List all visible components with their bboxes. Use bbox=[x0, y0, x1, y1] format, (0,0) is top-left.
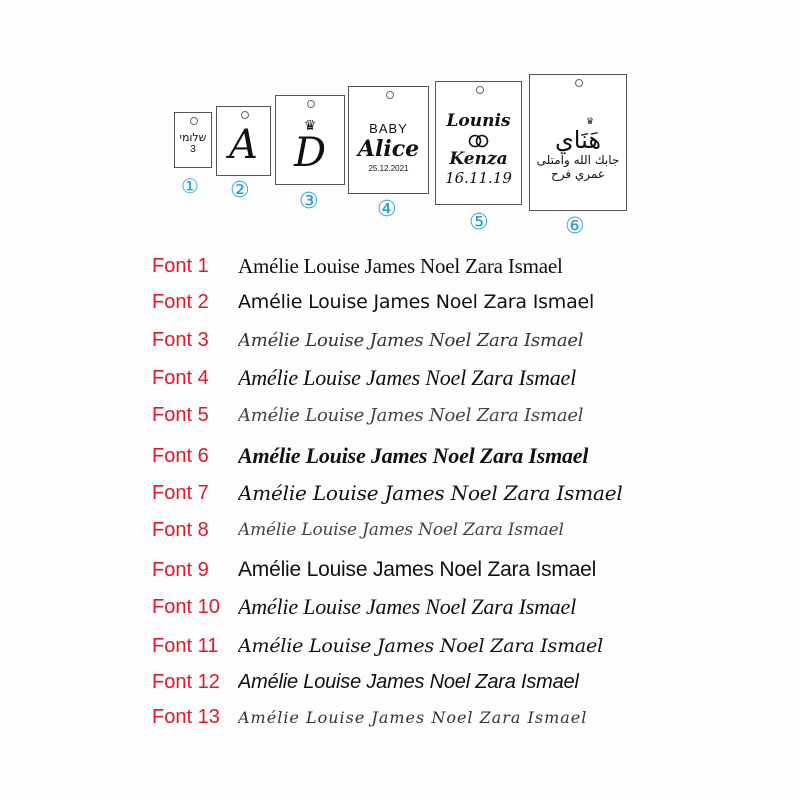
tag-5-number: ⑤ bbox=[469, 210, 489, 235]
font-label: Font 9 bbox=[152, 558, 209, 581]
tag-hole bbox=[307, 100, 315, 108]
tag-6-line-1: هَنَاي bbox=[555, 125, 601, 154]
font-row-7 bbox=[152, 478, 650, 508]
font-row-8 bbox=[152, 515, 650, 545]
font-label: Font 3 bbox=[152, 328, 209, 351]
rings-icon bbox=[465, 132, 493, 148]
tag-1-number: ① bbox=[181, 174, 199, 198]
font-sample: Amélie Louise James Noel Zara Ismael bbox=[238, 670, 579, 693]
font-label: Font 10 bbox=[152, 595, 220, 618]
font-sample: Amélie Louise James Noel Zara Ismael bbox=[238, 635, 603, 657]
tag-6 bbox=[529, 74, 627, 211]
font-row-13 bbox=[152, 702, 650, 732]
tag-1 bbox=[174, 112, 212, 168]
font-sample: Amélie Louise James Noel Zara Ismael bbox=[238, 481, 623, 505]
tag-5 bbox=[435, 81, 522, 205]
font-label: Font 8 bbox=[152, 518, 209, 541]
font-sample: Amélie Louise James Noel Zara Ismael bbox=[238, 404, 584, 426]
font-label: Font 11 bbox=[152, 634, 219, 657]
font-sample: Amélie Louise James Noel Zara Ismael bbox=[238, 707, 588, 727]
tag-hole bbox=[241, 111, 249, 119]
font-label: Font 2 bbox=[152, 290, 209, 313]
tag-hole bbox=[476, 86, 484, 94]
font-sample: Amélie Louise James Noel Zara Ismael bbox=[238, 558, 597, 581]
crown-icon: ♛ bbox=[303, 118, 317, 134]
font-label: Font 4 bbox=[152, 366, 209, 389]
tag-4-line-3: 25.12.2021 bbox=[368, 164, 409, 173]
font-row-2 bbox=[152, 287, 650, 317]
tag-3-number: ③ bbox=[299, 189, 319, 214]
tag-5-line-2: Kenza bbox=[449, 149, 508, 169]
font-label: Font 13 bbox=[152, 705, 220, 728]
font-row-5 bbox=[152, 400, 650, 430]
font-row-9 bbox=[152, 555, 650, 585]
font-row-12 bbox=[152, 667, 650, 697]
font-row-1 bbox=[152, 251, 650, 281]
tag-3 bbox=[275, 95, 345, 185]
tag-hole bbox=[386, 91, 394, 99]
tag-4 bbox=[348, 86, 429, 194]
font-row-6 bbox=[152, 441, 650, 471]
tag-hole bbox=[575, 79, 583, 87]
tag-6-line-2: جابك الله وامتلى bbox=[536, 153, 620, 168]
tag-1-number-text: 3 bbox=[190, 144, 196, 155]
font-row-3 bbox=[152, 325, 650, 355]
font-sample: Amélie Louise James Noel Zara Ismael bbox=[238, 329, 584, 351]
tag-2-number: ② bbox=[230, 178, 250, 203]
crown-icon: ♛ bbox=[585, 116, 595, 127]
font-label: Font 5 bbox=[152, 403, 209, 426]
font-sample: Amélie Louise James Noel Zara Ismael bbox=[238, 365, 577, 390]
tag-4-number: ④ bbox=[377, 197, 397, 222]
tag-6-line-3: عمري فرح bbox=[550, 167, 606, 182]
font-sample: Amélie Louise James Noel Zara Ismael bbox=[238, 291, 595, 313]
tag-5-line-3: 16.11.19 bbox=[445, 169, 512, 187]
font-label: Font 1 bbox=[152, 254, 209, 277]
font-label: Font 7 bbox=[152, 481, 209, 504]
font-sample: Amélie Louise James Noel Zara Ismael bbox=[238, 520, 564, 540]
tag-4-line-1: BABY bbox=[369, 121, 408, 136]
tag-hole bbox=[190, 117, 198, 125]
tag-5-line-1: Lounis bbox=[446, 111, 511, 131]
font-row-10 bbox=[152, 592, 650, 622]
tag-2-monogram: A bbox=[229, 122, 258, 168]
tag-2 bbox=[216, 106, 271, 176]
font-row-11 bbox=[152, 631, 650, 661]
font-label: Font 6 bbox=[152, 444, 209, 467]
tag-4-line-2: Alice bbox=[357, 136, 420, 162]
tag-1-name: שלומי bbox=[179, 131, 207, 144]
tag-6-number: ⑥ bbox=[565, 214, 585, 239]
tag-3-monogram: D bbox=[293, 130, 327, 176]
font-sample: Amélie Louise James Noel Zara Ismael bbox=[238, 594, 577, 619]
font-sample: Amélie Louise James Noel Zara Ismael bbox=[238, 443, 589, 468]
font-row-4 bbox=[152, 363, 650, 393]
font-label: Font 12 bbox=[152, 670, 220, 693]
font-sample: Amélie Louise James Noel Zara Ismael bbox=[238, 253, 563, 278]
